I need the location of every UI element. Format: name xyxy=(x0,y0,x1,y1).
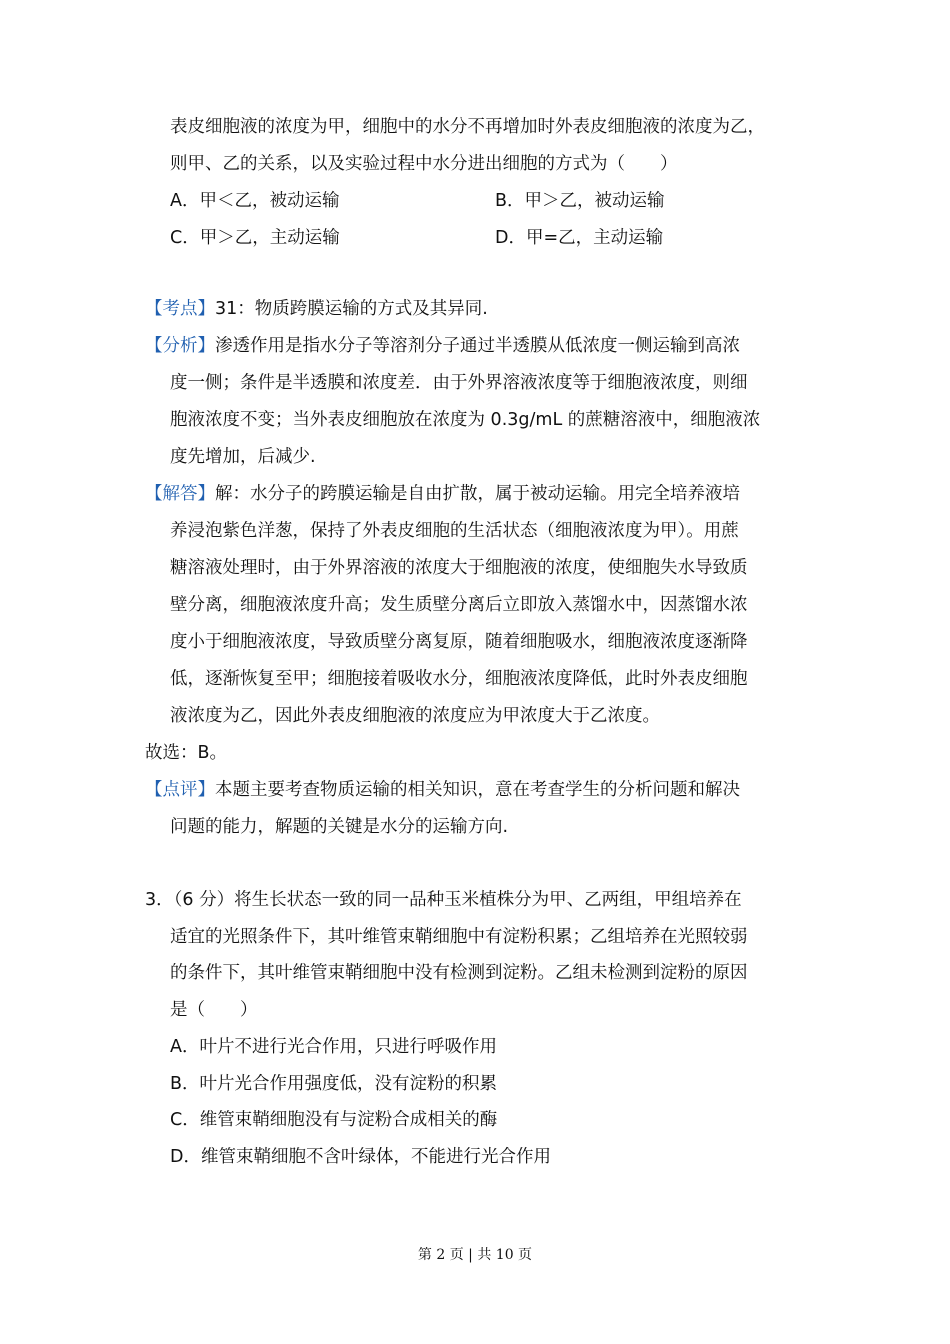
option-d: D．甲=乙，主动运输 xyxy=(495,228,664,248)
kaodian-line xyxy=(145,298,488,320)
question-stem-line: 则甲、乙的关系，以及实验过程中水分进出细胞的方式为（ ） xyxy=(170,154,678,174)
question-stem-line: 表皮细胞液的浓度为甲，细胞中的水分不再增加时外表皮细胞液的浓度为乙， xyxy=(170,117,765,137)
fenxi-text: 度先增加，后减少. xyxy=(170,447,316,467)
question-stem-line: 适宜的光照条件下，其叶维管束鞘细胞中有淀粉积累；乙组培养在光照较弱 xyxy=(170,927,748,947)
option-b: B．甲＞乙，被动运输 xyxy=(495,191,665,211)
dianping-text: 问题的能力，解题的关键是水分的运输方向. xyxy=(170,817,509,837)
option-a: A．叶片不进行光合作用，只进行呼吸作用 xyxy=(170,1037,497,1057)
answer: 故选：B。 xyxy=(145,743,228,763)
question-stem-line: 的条件下，其叶维管束鞘细胞中没有检测到淀粉。乙组未检测到淀粉的原因 xyxy=(170,963,748,983)
jieda-text: 液浓度为乙，因此外表皮细胞液的浓度应为甲浓度大于乙浓度。 xyxy=(170,706,660,726)
jieda-text: 壁分离，细胞液浓度升高；发生质壁分离后立即放入蒸馏水中，因蒸馏水浓 xyxy=(170,595,748,615)
jieda-text: 解：水分子的跨膜运输是自由扩散，属于被动运输。用完全培养液培 xyxy=(215,484,740,504)
dianping-tag: 【点评】 xyxy=(145,780,215,800)
fenxi-text: 度一侧；条件是半透膜和浓度差．由于外界溶液浓度等于细胞液浓度，则细 xyxy=(170,373,748,393)
fenxi-text: 胞液浓度不变；当外表皮细胞放在浓度为 0.3g/mL 的蔗糖溶液中，细胞液浓 xyxy=(170,410,761,430)
jieda-text: 度小于细胞液浓度，导致质壁分离复原，随着细胞吸水，细胞液浓度逐渐降 xyxy=(170,632,748,652)
option-c: C．甲＞乙，主动运输 xyxy=(170,228,340,248)
dianping-text: 本题主要考查物质运输的相关知识，意在考查学生的分析问题和解决 xyxy=(215,780,740,800)
jieda-text: 糖溶液处理时，由于外界溶液的浓度大于细胞液的浓度，使细胞失水导致质 xyxy=(170,558,748,578)
kaodian-text: 31：物质跨膜运输的方式及其异同. xyxy=(215,299,488,319)
question-stem-line: 是（ ） xyxy=(170,1000,258,1020)
dianping-line xyxy=(145,779,740,801)
option-b: B．叶片光合作用强度低，没有淀粉的积累 xyxy=(170,1074,498,1094)
jieda-tag: 【解答】 xyxy=(145,484,215,504)
jieda-text: 低，逐渐恢复至甲；细胞接着吸收水分，细胞液浓度降低，此时外表皮细胞 xyxy=(170,669,748,689)
option-d: D．维管束鞘细胞不含叶绿体，不能进行光合作用 xyxy=(170,1147,551,1167)
option-c: C．维管束鞘细胞没有与淀粉合成相关的酶 xyxy=(170,1110,498,1130)
option-a: A．甲＜乙，被动运输 xyxy=(170,191,340,211)
fenxi-text: 渗透作用是指水分子等溶剂分子通过半透膜从低浓度一侧运输到高浓 xyxy=(215,336,740,356)
jieda-text: 养浸泡紫色洋葱，保持了外表皮细胞的生活状态（细胞液浓度为甲）。用蔗 xyxy=(170,521,739,541)
question-stem-line: 3．（6 分）将生长状态一致的同一品种玉米植株分为甲、乙两组，甲组培养在 xyxy=(145,890,742,910)
fenxi-tag: 【分析】 xyxy=(145,336,215,356)
fenxi-line xyxy=(145,335,740,357)
kaodian-tag: 【考点】 xyxy=(145,299,215,319)
page-footer: 第 2 页 | 共 10 页 xyxy=(417,1247,533,1263)
jieda-line xyxy=(145,483,740,505)
